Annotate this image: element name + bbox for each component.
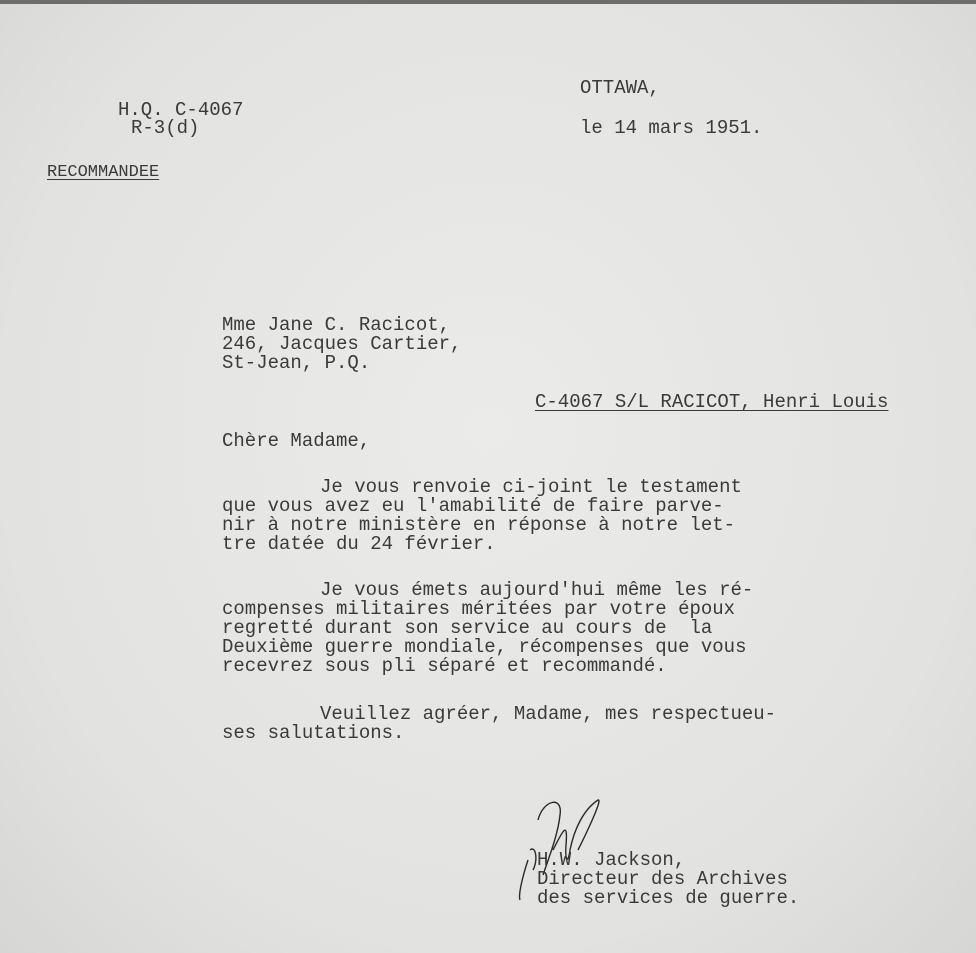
body-line: tre datée du 24 février. <box>222 533 496 555</box>
body-line: nir à notre ministère en réponse à notre let- <box>222 514 736 536</box>
address-line: 246, Jacques Cartier, <box>222 333 462 355</box>
signatory-name: H.W. Jackson, <box>537 849 686 871</box>
address-line: Mme Jane C. Racicot, <box>222 314 451 336</box>
body-line: recevrez sous pli séparé et recommandé. <box>222 655 667 677</box>
body-line: Deuxième guerre mondiale, récompenses que vous <box>222 636 747 658</box>
signatory-title: Directeur des Archives <box>537 868 788 890</box>
registered-mail-label: RECOMMANDEE <box>47 163 160 182</box>
body-line: Je vous renvoie ci-joint le testament <box>320 476 742 498</box>
body-line: Je vous émets aujourd'hui même les ré- <box>320 579 754 601</box>
address-line: St-Jean, P.Q. <box>222 352 371 374</box>
subject-line: C-4067 S/L RACICOT, Henri Louis <box>535 391 889 413</box>
signatory-title: des services de guerre. <box>537 887 800 909</box>
body-line: que vous avez eu l'amabilité de faire parve- <box>222 495 724 517</box>
date: le 14 mars 1951. <box>580 117 763 139</box>
body-line: ses salutations. <box>222 722 405 744</box>
file-reference: H.Q. C-4067 <box>118 99 244 121</box>
salutation: Chère Madame, <box>222 430 371 452</box>
body-line: compenses militaires méritées par votre époux <box>222 598 736 620</box>
body-line: regretté durant son service au cours de la <box>222 617 713 639</box>
scan-edge <box>0 0 976 4</box>
city: OTTAWA, <box>580 77 660 99</box>
sub-reference: R-3(d) <box>131 117 200 139</box>
body-line: Veuillez agréer, Madame, mes respectueu- <box>320 703 777 725</box>
